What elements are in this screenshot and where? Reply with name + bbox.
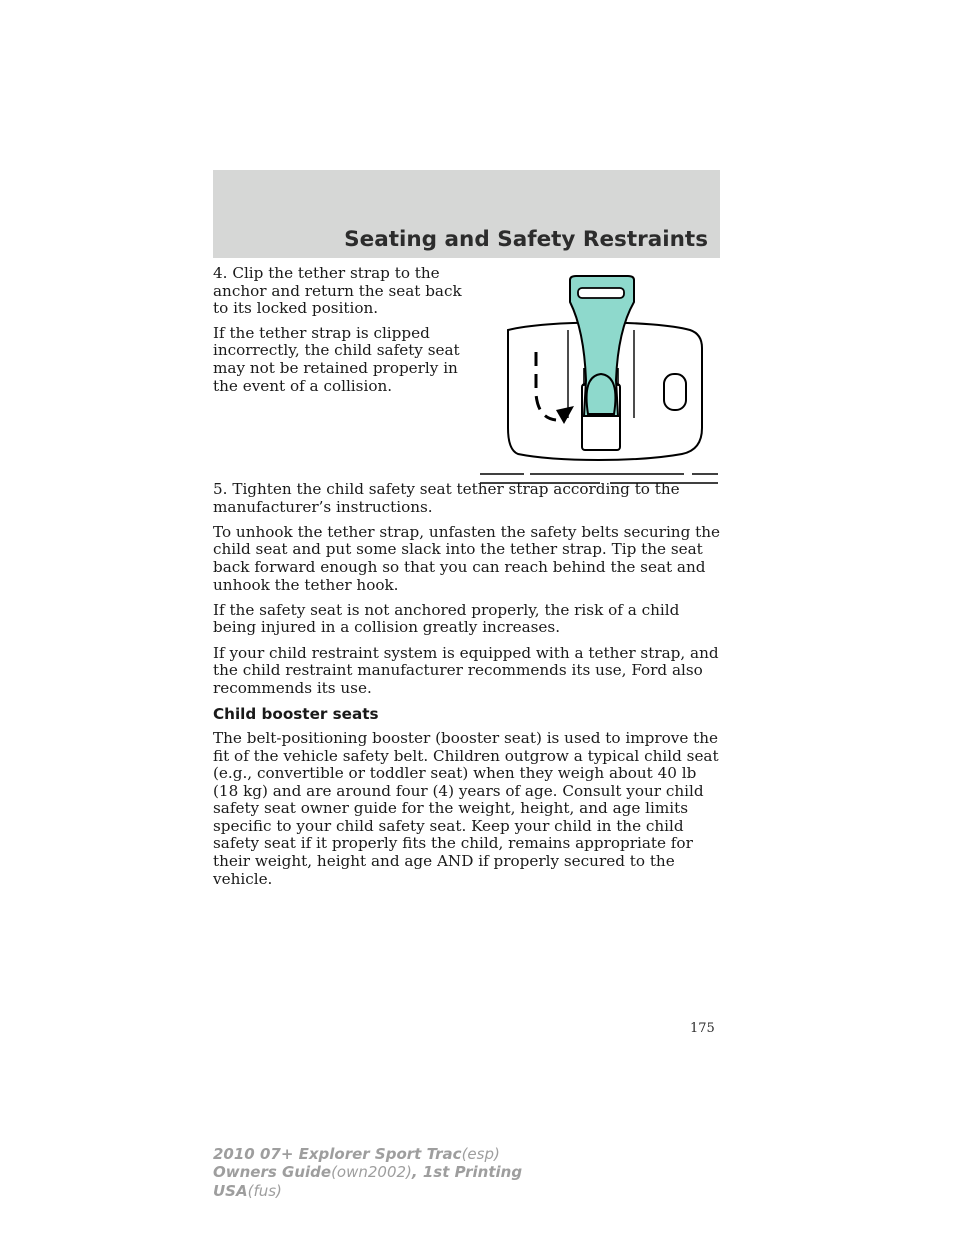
footer-line-1: 2010 07+ Explorer Sport Trac(esp) xyxy=(213,1145,500,1163)
seat-release-recess xyxy=(664,374,686,410)
strap-buckle xyxy=(578,288,624,298)
footer-line-2: Owners Guide(own2002), 1st Printing xyxy=(213,1163,523,1182)
step-4-paragraph: 4. Clip the tether strap to the anchor and return the seat back to its locked position. xyxy=(213,264,462,318)
section-title: Seating and Safety Restraints xyxy=(344,227,708,252)
booster-paragraph: The belt-positioning booster (booster seat) is used to improve the fit of the vehicle safety belt. Children outgrow a typical child seat (e.g., convertible or toddler seat) when they weigh about 40 lb (18 kg) and are around four (4) years of age. Consult your child safety seat owner guide for the weight, height, and age limits specific to your child safety seat. Keep your child in the child safety seat if it properly fits the child, remains appropriate for their weight, height and age AND if properly secured to the vehicle. xyxy=(213,728,719,888)
step-5-paragraph: 5. Tighten the child safety seat tether strap according to the manufacturer’s instructions. xyxy=(213,480,680,516)
tether-strap-illustration xyxy=(478,268,720,494)
footer-line-3: USA(fus) xyxy=(213,1181,282,1200)
intro-text xyxy=(213,265,478,402)
warning-paragraph: If the tether strap is clipped incorrectly, the child safety seat may not be retained properly in the event of a collision. xyxy=(213,323,460,395)
recommendation-paragraph: If your child restraint system is equipped with a tether strap, and the child restraint manufacturer recommends its use, Ford also recommends its use. xyxy=(213,643,719,697)
body-text xyxy=(213,481,723,896)
tether-hook xyxy=(587,374,616,414)
page-number: 175 xyxy=(690,1021,715,1036)
document-footer xyxy=(213,1145,522,1200)
anchor-warning-paragraph: If the safety seat is not anchored properly, the risk of a child being injured in a collision greatly increases. xyxy=(213,600,680,637)
header-band xyxy=(213,170,720,258)
unhook-paragraph: To unhook the tether strap, unfasten the safety belts securing the child seat and put some slack into the tether strap. Tip the seat back forward enough so that you can reach behind the seat and unhook the tether hook. xyxy=(213,522,721,594)
booster-heading: Child booster seats xyxy=(213,704,379,723)
